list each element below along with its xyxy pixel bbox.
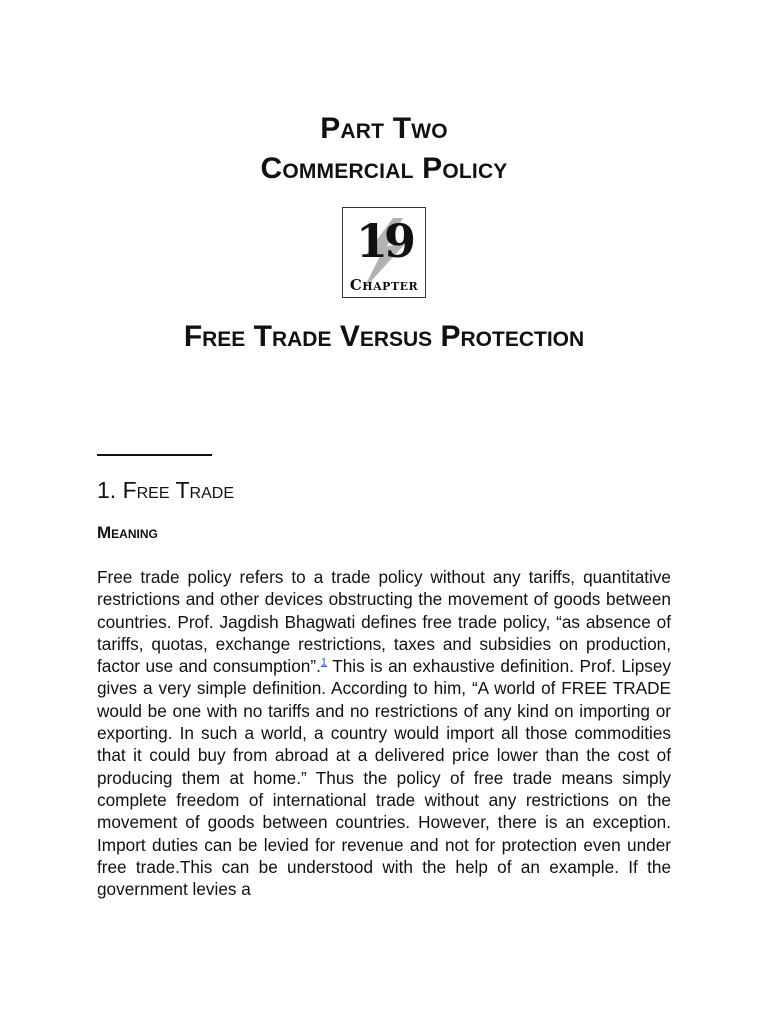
chapter-title: Free Trade Versus Protection [183,320,585,353]
chapter-badge [342,207,426,298]
part-title: Part Two [320,112,448,145]
footnote-link[interactable]: 1 [320,656,327,669]
paragraph-text-part1: Free trade policy refers to a trade policy without any tariffs, quantitative restrictions and other devices obstructing the movement of goods between countries. Prof. Jagdish Bhagwati defines free trade policy, “as absence of tariffs, quotas, exchange restrictions, taxes and subsidies on production, factor use and consumption”. [97,567,671,677]
section-heading: 1. Free Trade [97,477,234,503]
body-paragraph [97,566,671,900]
paragraph-text-part2: This is an exhaustive definition. Prof. Lipsey gives a very simple definition. According to him, “A world of FREE TRADE would be one with no tariffs and no restrictions of any kind on importing or exporting. In such a world, a country would import all those commodities that it could buy from abroad at a delivered price lower than the cost of producing them at home.” Thus the policy of free trade means simply complete freedom of international trade without any restrictions on the movement of goods between countries. However, there is an exception. Import duties can be levied for revenue and not for protection even under free trade.This can be understood with the help of an example. If the government levies a [97,656,672,900]
chapter-label: Chapter [349,276,419,294]
policy-title: Commercial Policy [260,152,508,185]
sub-heading: Meaning [97,523,158,542]
chapter-number: 19 [355,214,412,268]
section-divider [97,454,212,456]
